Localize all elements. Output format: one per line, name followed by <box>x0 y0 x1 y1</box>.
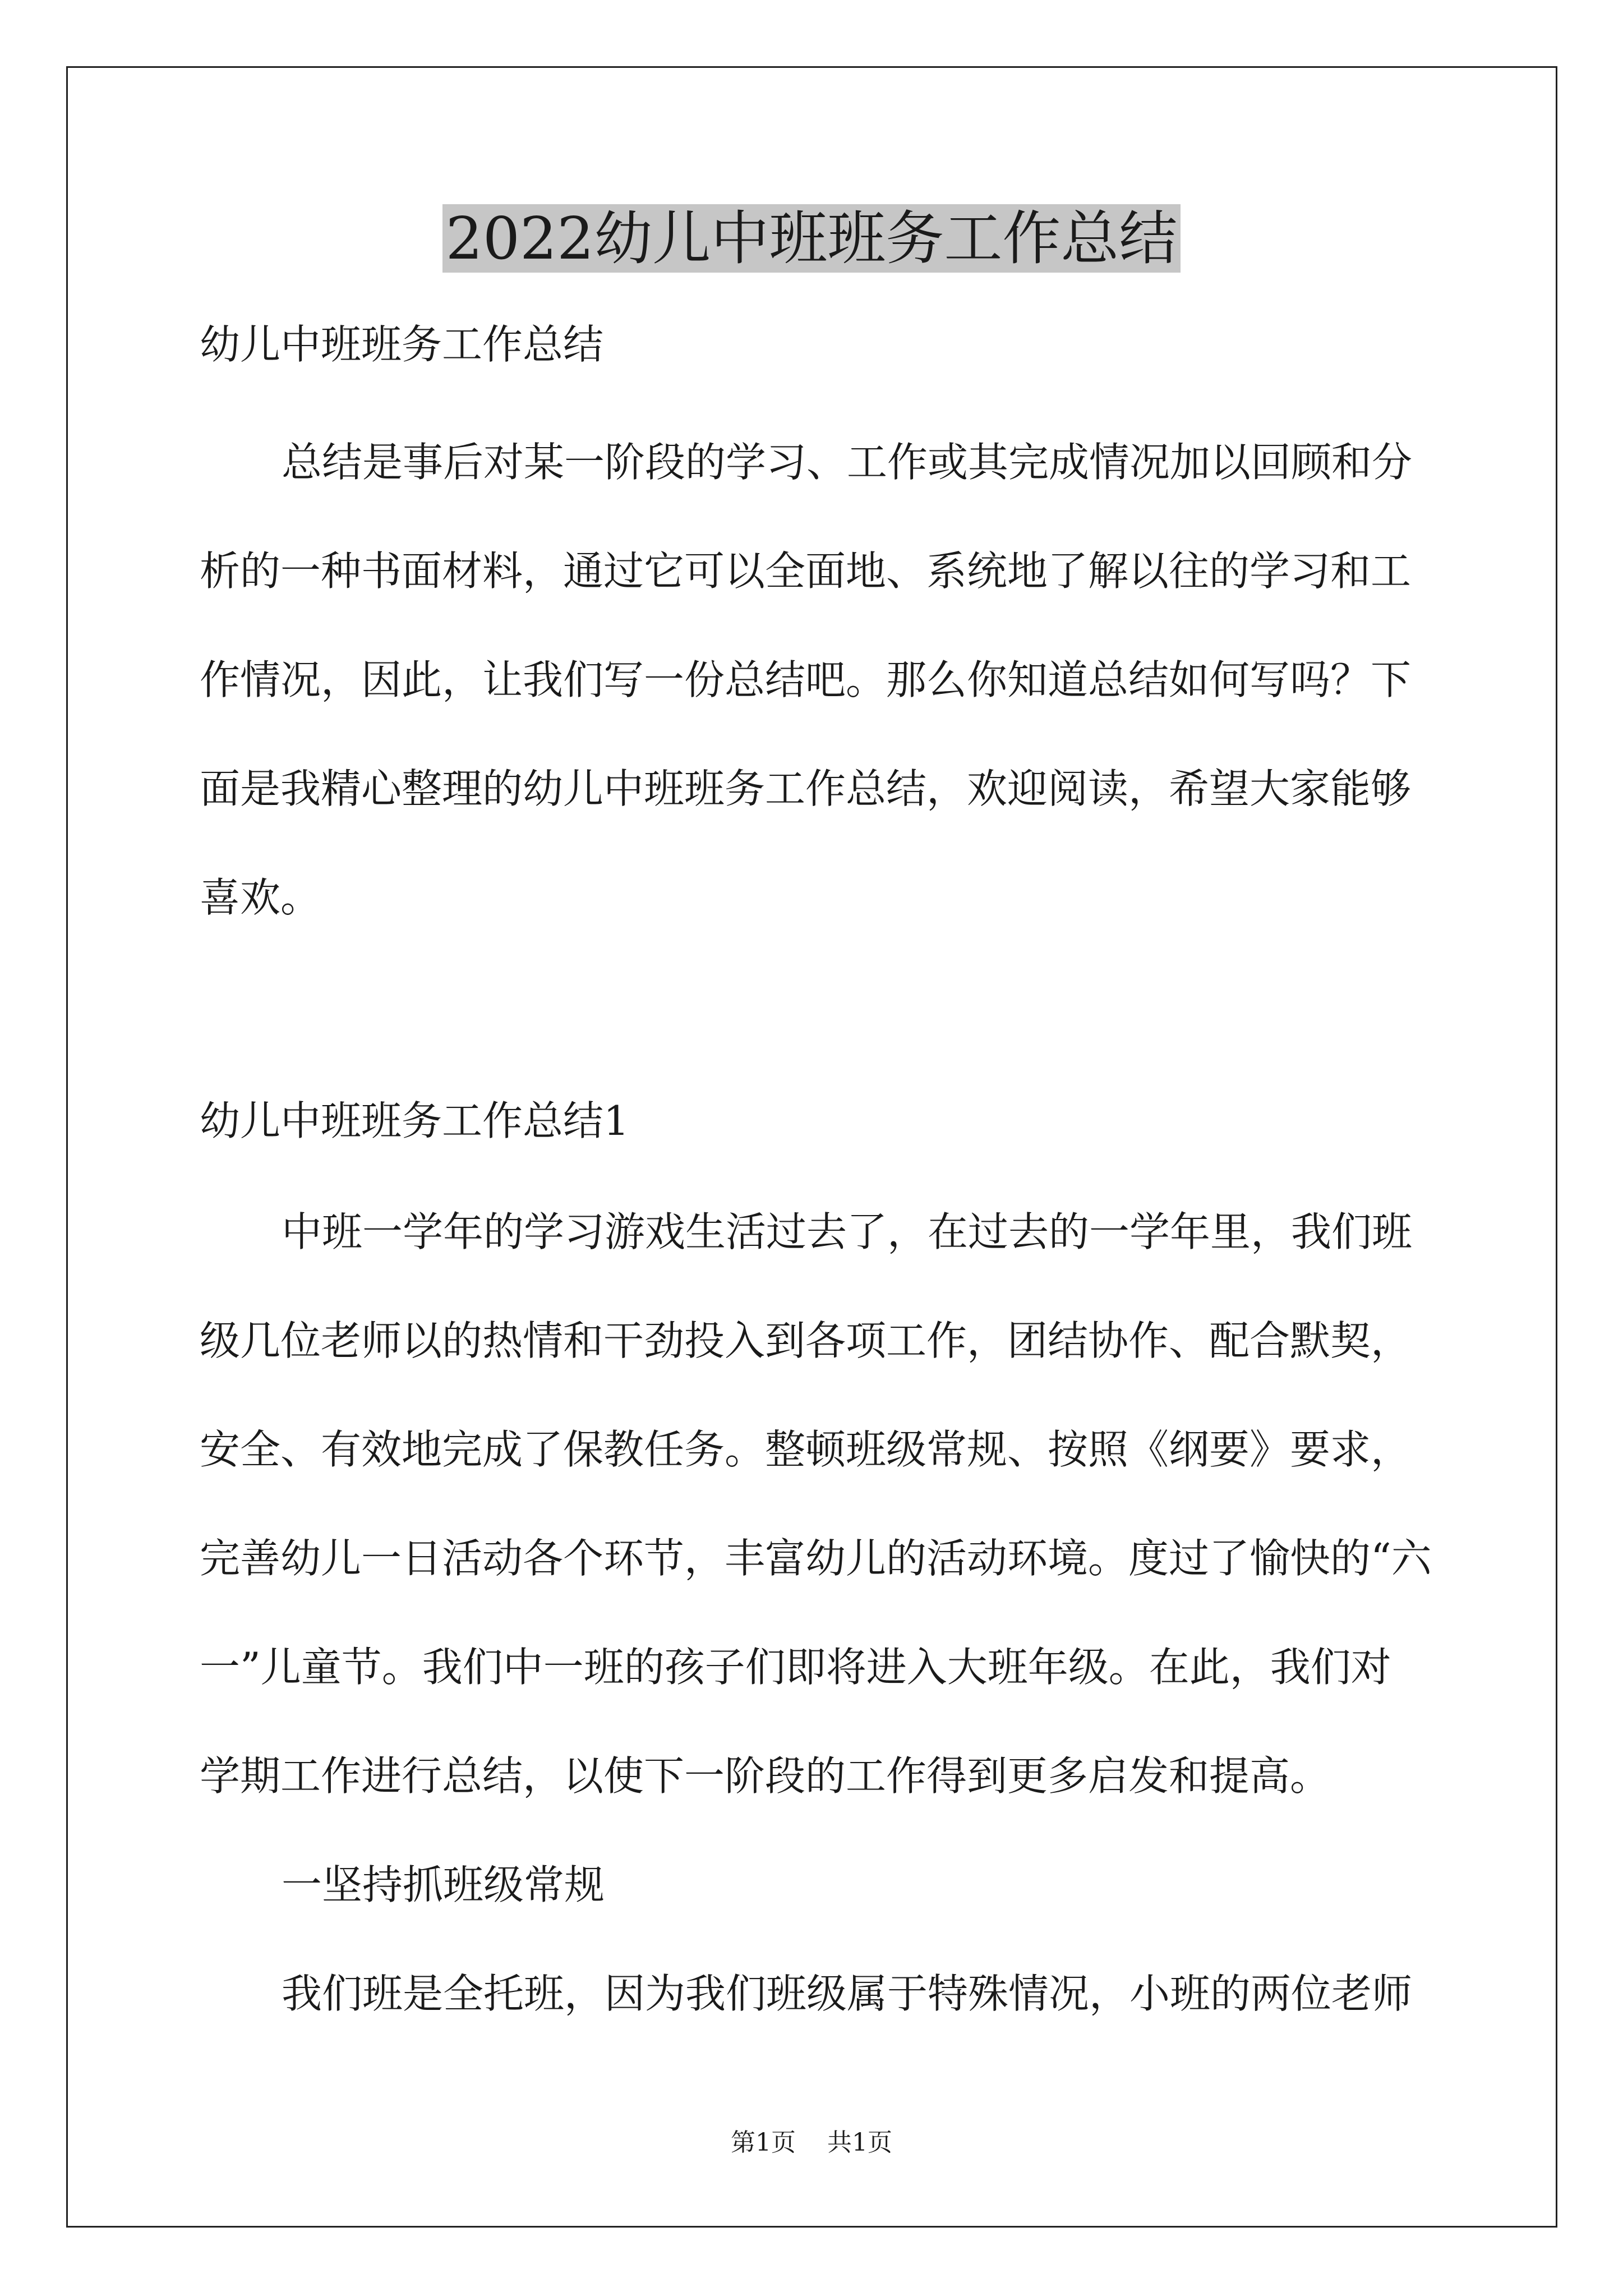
paragraph-line: 析的一种书面材料，通过它可以全面地、系统地了解以往的学习和工 <box>200 547 1412 595</box>
page-total: 共1页 <box>827 2128 892 2157</box>
document-title <box>0 196 1623 280</box>
paragraph-line: 级几位老师以的热情和干劲投入到各项工作，团结协作、配合默契， <box>200 1317 1412 1364</box>
paragraph-line: 学期工作进行总结，以使下一阶段的工作得到更多启发和提高。 <box>200 1752 1331 1800</box>
sub-heading: 一坚持抓班级常规 <box>282 1861 605 1908</box>
paragraph-line: 安全、有效地完成了保教任务。整顿班级常规、按照《纲要》要求， <box>200 1426 1412 1473</box>
paragraph-line: 总结是事后对某一阶段的学习、工作或其完成情况加以回顾和分 <box>282 439 1413 486</box>
section-heading-intro: 幼儿中班班务工作总结 <box>200 321 604 368</box>
section-heading-1: 幼儿中班班务工作总结1 <box>200 1097 629 1144</box>
paragraph-line: 完善幼儿一日活动各个环节，丰富幼儿的活动环境。度过了愉快的“六 <box>200 1535 1432 1582</box>
paragraph-line: 面是我精心整理的幼儿中班班务工作总结，欢迎阅读，希望大家能够 <box>200 765 1412 812</box>
paragraph-line: 我们班是全托班，因为我们班级属于特殊情况，小班的两位老师 <box>282 1970 1413 2017</box>
paragraph-line: 一”儿童节。我们中一班的孩子们即将进入大班年级。在此，我们对 <box>200 1644 1391 1691</box>
page-footer <box>0 2126 1623 2160</box>
paragraph-line: 作情况，因此，让我们写一份总结吧。那么你知道总结如何写吗？下 <box>200 656 1412 703</box>
document-title-text: 2022幼儿中班班务工作总结 <box>442 204 1181 273</box>
page-number: 第1页 <box>731 2128 796 2157</box>
paragraph-line: 喜欢。 <box>200 874 321 921</box>
paragraph-line: 中班一学年的学习游戏生活过去了，在过去的一学年里，我们班 <box>282 1208 1413 1255</box>
